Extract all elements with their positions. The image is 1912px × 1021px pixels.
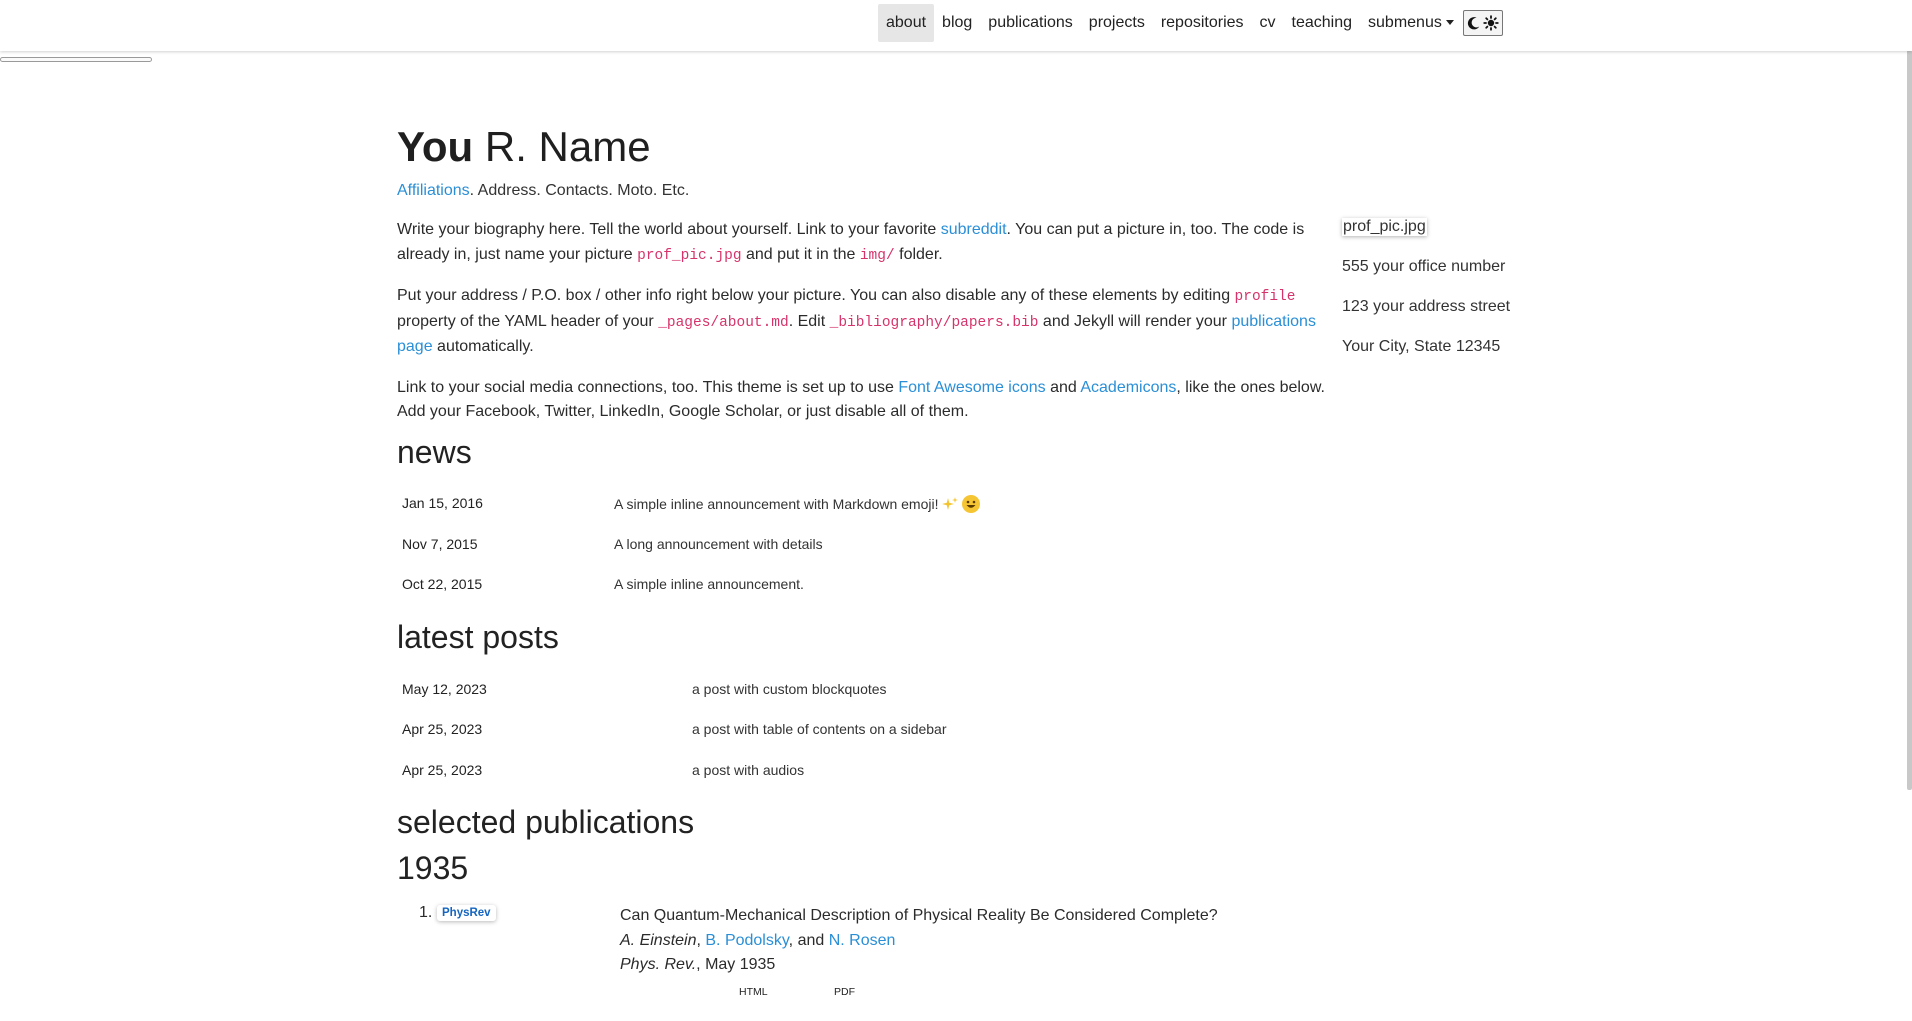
bio-text: and Jekyll will render your (1038, 312, 1232, 330)
latest-posts-heading: latest posts (397, 619, 559, 655)
news-heading: news (397, 434, 472, 470)
bio-text: , like the ones below. Add your Facebook, Twitter, LinkedIn, Google Scholar, or just disable all of them. (397, 378, 1325, 420)
affiliations-link[interactable]: Affiliations (397, 182, 470, 199)
office-number: 555 your office number (1342, 258, 1506, 275)
pdf-button[interactable]: PDF (834, 986, 855, 998)
news-link[interactable]: A long announcement with details (614, 536, 823, 552)
nav-teaching[interactable]: teaching (1291, 14, 1353, 31)
inline-code: img/ (859, 247, 895, 264)
nav-blog[interactable]: blog (942, 14, 973, 31)
bio-text: folder. (894, 245, 943, 263)
post-date: Apr 25, 2023 (402, 721, 483, 737)
author-sep: , (696, 931, 706, 949)
bio-text: and put it in the (741, 245, 860, 263)
bio-paragraph-2 (397, 284, 1344, 360)
news-date: Oct 22, 2015 (402, 576, 483, 592)
post-date: May 12, 2023 (402, 681, 487, 697)
inline-code: profile (1234, 289, 1296, 305)
theme-toggle-button[interactable] (1463, 10, 1503, 36)
nav-publications[interactable]: publications (988, 14, 1073, 31)
selected-publications-heading: selected publications (397, 804, 695, 840)
author-link[interactable]: B. Podolsky (705, 931, 789, 949)
navbar (0, 0, 1912, 51)
description-text: . Address. Contacts. Moto. Etc. (469, 182, 690, 199)
news-date: Nov 7, 2015 (402, 536, 478, 552)
post-date: Apr 25, 2023 (402, 762, 483, 778)
author-sep: , and (788, 931, 829, 949)
nav-cv[interactable]: cv (1259, 14, 1276, 31)
profile-picture: prof_pic.jpg (1343, 218, 1426, 235)
nav-projects[interactable]: projects (1088, 14, 1145, 31)
bio-text: Write your biography here. Tell the world about yourself. Link to your favorite (397, 221, 941, 238)
page-title (397, 118, 1509, 176)
publications-page-link[interactable]: publications page (397, 312, 1316, 355)
publication-authors (620, 929, 1380, 954)
bio-paragraph-1 (397, 218, 1344, 268)
address-street: 123 your address street (1342, 298, 1511, 315)
news-text-wrap (614, 495, 980, 513)
publication-year: 1935 (397, 850, 469, 886)
title-first-name: You (397, 123, 474, 170)
page-description (397, 182, 689, 200)
venue-badge[interactable]: PhysRev (437, 905, 496, 921)
publication-title: Can Quantum-Mechanical Description of Physical Reality Be Considered Complete? (620, 907, 1218, 924)
bio-text: . Edit (788, 312, 830, 330)
smile-emoji-icon (962, 495, 980, 513)
post-link[interactable]: a post with table of contents on a sidebar (692, 721, 947, 737)
caret-down-icon (1446, 20, 1454, 25)
bio-paragraph-3 (397, 376, 1344, 425)
nav-submenus-label: submenus (1368, 14, 1442, 31)
profile-sidebar (1342, 218, 1517, 356)
bio-text: property of the YAML header of your (397, 312, 659, 330)
reading-progress-bar (0, 57, 152, 62)
nav-submenus[interactable] (1360, 4, 1462, 42)
bio-text: automatically. (432, 338, 534, 355)
subreddit-link[interactable]: subreddit (940, 221, 1007, 238)
font-awesome-link[interactable]: Font Awesome icons (898, 378, 1046, 396)
author-link[interactable]: N. Rosen (828, 931, 896, 949)
scrollbar[interactable] (1907, 0, 1912, 790)
html-button[interactable]: HTML (739, 986, 768, 998)
venue-name: Phys. Rev. (620, 956, 697, 973)
bio-text: Put your address / P.O. box / other info right below your picture. You can also disable any of these elements by editing (397, 287, 1235, 304)
main-content (397, 118, 1511, 998)
publication-number: 1. (419, 904, 433, 921)
venue-date: , May 1935 (696, 956, 776, 973)
sun-icon (1483, 15, 1499, 31)
nav-items (878, 4, 1503, 42)
academicons-link[interactable]: Academicons (1080, 378, 1177, 396)
inline-code: prof_pic.jpg (637, 247, 742, 264)
publication-venue (620, 953, 1380, 978)
inline-code: _bibliography/papers.bib (829, 314, 1039, 331)
news-text: A simple inline announcement with Markdown emoji! (614, 496, 943, 512)
post-link[interactable]: a post with custom blockquotes (692, 681, 887, 697)
nav-repositories[interactable]: repositories (1160, 14, 1244, 31)
moon-icon (1467, 16, 1481, 30)
address-city: Your City, State 12345 (1342, 338, 1501, 355)
nav-about[interactable]: about (878, 4, 934, 42)
sparkles-icon (942, 496, 958, 512)
author-self: A. Einstein (620, 931, 697, 949)
inline-code: _pages/about.md (658, 314, 789, 331)
title-rest-name: R. Name (473, 123, 651, 170)
publication-details (620, 904, 1380, 978)
post-link[interactable]: a post with audios (692, 762, 805, 778)
biography (397, 218, 1344, 441)
bio-text: and (1045, 378, 1081, 396)
news-text: A simple inline announcement. (614, 576, 804, 592)
news-date: Jan 15, 2016 (402, 495, 483, 511)
bio-text: . You can put a picture in, too. The code is already in, just name your picture (397, 221, 1305, 263)
bio-text: Link to your social media connections, too. This theme is set up to use (397, 378, 899, 396)
